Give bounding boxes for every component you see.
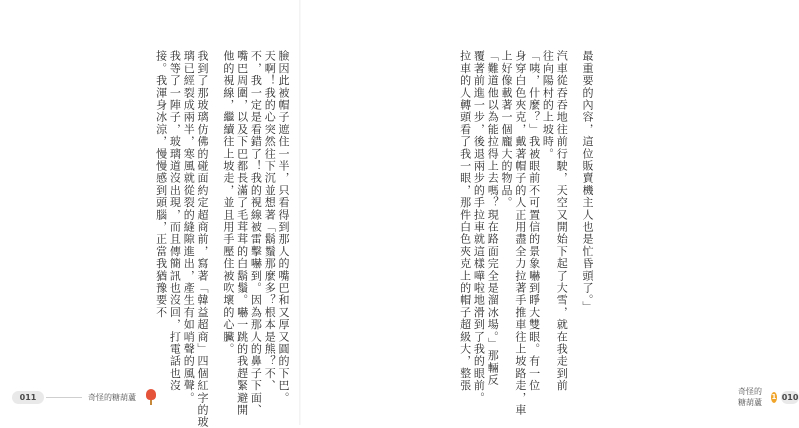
text-column: 汽車從吞吞地往前行駛，天空又開始下起了大雪，就在我走到前 bbox=[555, 50, 569, 392]
text-column: 最重要的內容，這位販賣機主人也是忙昏頭了。」 bbox=[581, 50, 594, 313]
text-column: 上好像載著一個龐大的物品。 bbox=[500, 50, 514, 209]
text-column: 往向陽村的上坡時。 bbox=[541, 50, 555, 160]
paragraph-gap bbox=[568, 50, 580, 350]
footer-rule bbox=[46, 397, 82, 398]
text-column: 接。我渾身冰涼，慢慢感到頭腦，正當我猶豫要不 bbox=[154, 50, 168, 319]
running-title: 奇怪的糖葫蘆 bbox=[738, 387, 762, 407]
right-page-text bbox=[330, 50, 594, 416]
text-column: 身穿白色夾克，戴著帽子的人正用盡全力拉著手推車往上坡路走，車 bbox=[513, 50, 527, 416]
text-column: 不，我一定是看錯了！我的視線被雷擊嚇到。因為那人的鼻子下面、 bbox=[249, 50, 263, 416]
text-column: 覆著前進一步，後退兩步的手拉車就這樣嘩啦地滑到了我的眼前。 bbox=[472, 50, 486, 404]
page-number: 011 bbox=[12, 391, 44, 404]
text-column: 我等了一陣子，玻璃道沒出現，而且傳簡訊也沒回，打電話也沒 bbox=[168, 50, 182, 392]
right-footer bbox=[732, 389, 799, 405]
right-page bbox=[300, 0, 799, 425]
left-page bbox=[0, 0, 300, 428]
text-column: 嘴巴周圍，以及下巴都長滿了毛茸茸的白鬍鬚。嚇一跳的我趕緊避開 bbox=[235, 50, 249, 416]
text-column: 「咦，什麼？」我被眼前不可置信的景象嚇到睜大雙眼。有一位 bbox=[527, 50, 541, 392]
text-column: 璃已經裂成兩半，寒風就從裂的縫隙進出，產生有如哨聲的風聲。 bbox=[182, 50, 196, 404]
candied-hawthorn-icon bbox=[146, 389, 156, 405]
left-page-text bbox=[140, 50, 290, 428]
paragraph-gap bbox=[209, 50, 221, 350]
text-column: 天啊！我的心突然往下沉並想著「鬍鬚那麼多？根本是熊？不、 bbox=[263, 50, 277, 392]
text-column: 臉因此被帽子遮住一半，只看得到那人的嘴巴和又厚又圓的下巴。 bbox=[277, 50, 290, 404]
text-column: 「難道他以為能拉得上去嗎？現在路面完全是溜冰場。」那輛反 bbox=[486, 50, 500, 387]
page-number: 010 bbox=[781, 392, 799, 402]
running-title: 奇怪的糖葫蘆 bbox=[88, 392, 136, 402]
text-column: 我到了那玻璃仿佛的碰面約定超商前，寫著「韓益超商」四個紅字的玻 bbox=[196, 50, 210, 428]
chapter-badge: 1 bbox=[771, 392, 777, 401]
left-footer bbox=[12, 389, 156, 405]
text-column: 他的視線，繼續往上坡走，並且用手壓住被吹壞的心臟。 bbox=[221, 50, 235, 355]
text-column: 拉車的人轉頭看了我一眼，那件白色夾克上的帽子超級大，整張 bbox=[458, 50, 472, 392]
